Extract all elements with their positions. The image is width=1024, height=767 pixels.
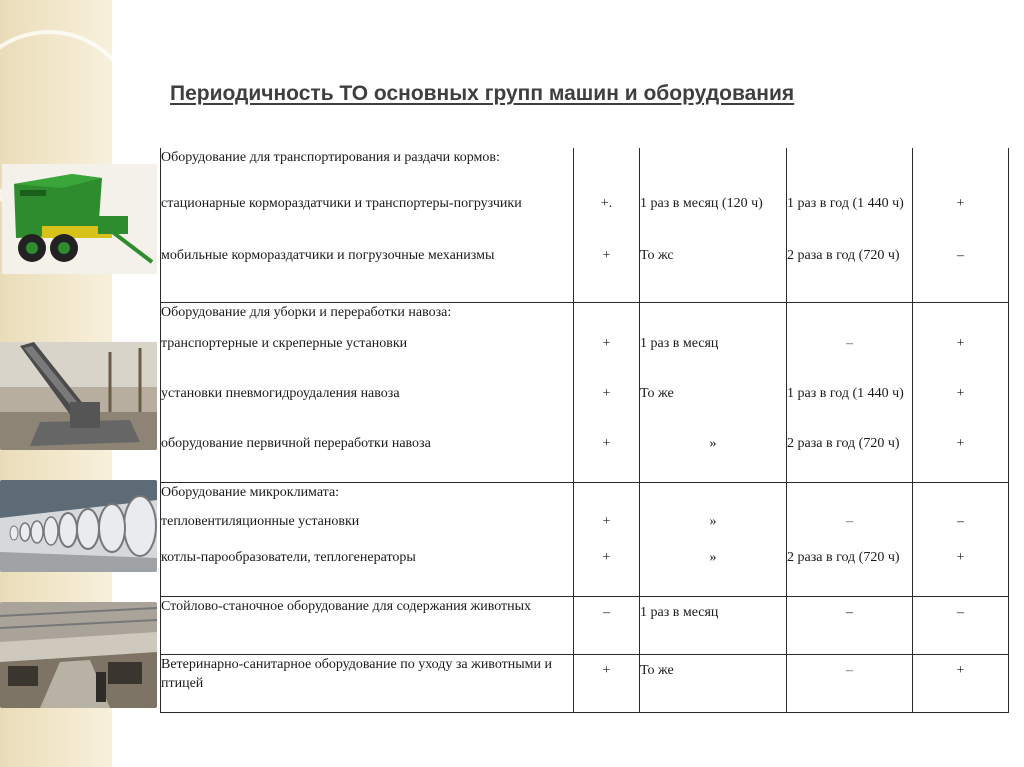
cell-mark: – (787, 654, 913, 712)
cell-mark: + (574, 512, 640, 548)
table-row (161, 596, 1009, 654)
table-row (161, 548, 1009, 596)
cell-mark: + (913, 654, 1009, 712)
cell-mark: – (787, 596, 913, 654)
cell-mark: – (787, 512, 913, 548)
group-heading: Оборудование для уборки и переработки навоза: (161, 302, 574, 334)
table-row (161, 246, 1009, 302)
ventilation-fans-photo (0, 480, 157, 572)
cell-mark: + (574, 246, 640, 302)
maintenance-table (160, 148, 1009, 713)
equipment-name: стационарные кормораздатчики и транспортеры-погрузчики (161, 194, 574, 246)
cell-mark: + (913, 194, 1009, 246)
table-row (161, 434, 1009, 482)
cell-mark: + (574, 334, 640, 384)
table-row (161, 384, 1009, 434)
table-row (161, 482, 1009, 512)
group-heading: Стойлово-станочное оборудование для содержания животных (161, 596, 574, 654)
equipment-name: оборудование первичной переработки навоза (161, 434, 574, 482)
cell-mark: + (574, 384, 640, 434)
equipment-name: транспортерные и скреперные установки (161, 334, 574, 384)
table-row (161, 654, 1009, 712)
cell-mark: +. (574, 194, 640, 246)
cell-mark: + (574, 548, 640, 596)
cell-frequency: 1 раз в месяц (640, 596, 787, 654)
cell-mark: + (913, 334, 1009, 384)
table-row (161, 194, 1009, 246)
cell-mark: – (913, 512, 1009, 548)
feed-mixer-photo (2, 164, 157, 274)
cell-mark: + (913, 434, 1009, 482)
table-row (161, 302, 1009, 334)
cell-mark: – (913, 246, 1009, 302)
cell-ditto: » (640, 548, 787, 596)
equipment-name: мобильные кормораздатчики и погрузочные механизмы (161, 246, 574, 302)
cell-mark: – (574, 596, 640, 654)
page-title: Периодичность ТО основных групп машин и оборудования (170, 82, 795, 105)
table-row (161, 334, 1009, 384)
cell-frequency: 1 раз в месяц (120 ч) (640, 194, 787, 246)
equipment-name: тепловентиляционные установки (161, 512, 574, 548)
group-heading: Оборудование для транспортирования и раздачи кормов: (161, 148, 574, 194)
cell-frequency: 1 раз в год (1 440 ч) (787, 194, 913, 246)
cell-mark: + (574, 654, 640, 712)
cell-ditto: » (640, 512, 787, 548)
cell-mark: + (913, 384, 1009, 434)
cell-frequency: 1 раз в год (1 440 ч) (787, 384, 913, 434)
group-heading: Ветеринарно-санитарное оборудование по уходу за животными и птицей (161, 654, 574, 712)
equipment-name: установки пневмогидроудаления навоза (161, 384, 574, 434)
cell-frequency: То же (640, 654, 787, 712)
cell-frequency: 2 раза в год (720 ч) (787, 548, 913, 596)
cell-frequency: То жс (640, 246, 787, 302)
equipment-name: котлы-парообразователи, теплогенераторы (161, 548, 574, 596)
cell-mark: + (913, 548, 1009, 596)
barn-stalls-photo (0, 602, 157, 708)
cell-frequency: 1 раз в месяц (640, 334, 787, 384)
table-row (161, 512, 1009, 548)
cell-ditto: » (640, 434, 787, 482)
cell-mark: – (787, 334, 913, 384)
cell-mark: + (574, 434, 640, 482)
group-heading: Оборудование микроклимата: (161, 482, 574, 512)
table-row (161, 148, 1009, 194)
manure-conveyor-photo (0, 342, 157, 450)
cell-frequency: 2 раза в год (720 ч) (787, 246, 913, 302)
cell-frequency: 2 раза в год (720 ч) (787, 434, 913, 482)
cell-frequency: То же (640, 384, 787, 434)
cell-mark: – (913, 596, 1009, 654)
